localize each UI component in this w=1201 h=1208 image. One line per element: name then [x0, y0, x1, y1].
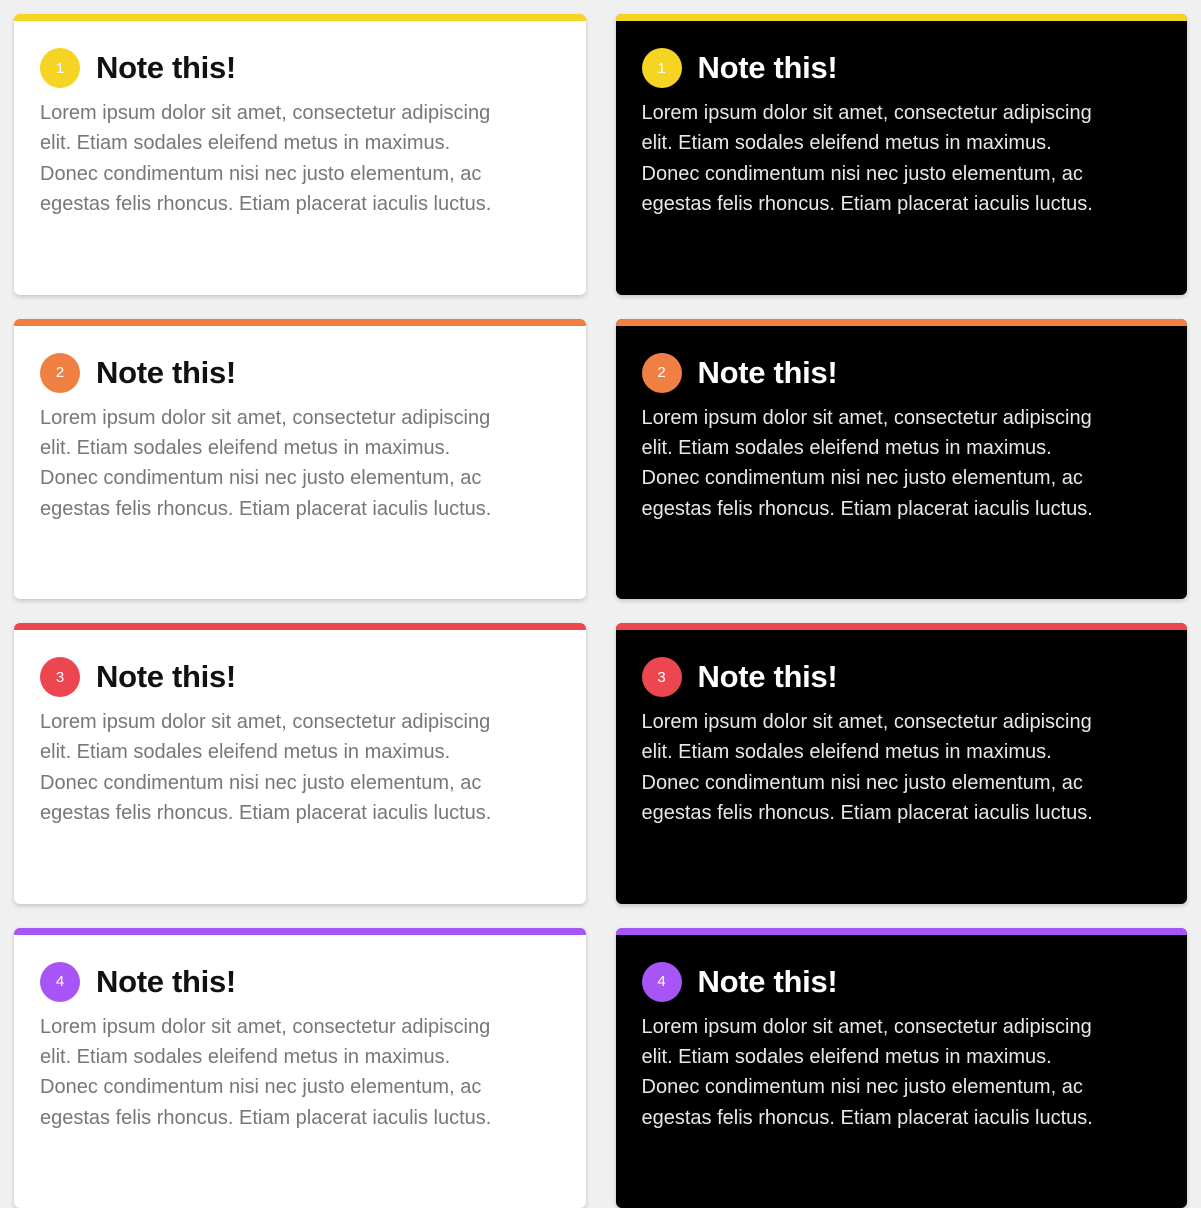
note-body-text: Lorem ipsum dolor sit amet, consectetur adipiscing elit. Etiam sodales eleifend metus in maximus. Donec condimentum nisi nec justo elementum, ac egestas felis rhoncus. Etiam placerat iaculis luctus.	[40, 102, 492, 216]
note-title: Note this!	[697, 354, 838, 390]
note-title: Note this!	[96, 963, 236, 999]
note-header	[40, 353, 560, 393]
note-accent-bar	[616, 14, 1188, 21]
note-card	[14, 14, 586, 295]
note-card	[616, 319, 1188, 600]
note-number-badge: 4	[642, 962, 682, 1002]
note-title: Note this!	[96, 659, 236, 694]
note-number-badge: 1	[40, 48, 80, 88]
note-card	[14, 928, 586, 1208]
note-header	[642, 962, 1162, 1002]
note-accent-bar	[616, 319, 1188, 326]
note-accent-bar	[14, 319, 586, 326]
note-number-badge: 3	[40, 657, 80, 697]
note-card	[616, 14, 1188, 295]
note-title: Note this!	[697, 659, 838, 694]
note-accent-bar	[14, 928, 586, 935]
note-header	[642, 657, 1162, 697]
note-accent-bar	[14, 623, 586, 630]
note-title: Note this!	[96, 50, 236, 85]
note-body-text: Lorem ipsum dolor sit amet, consectetur adipiscing elit. Etiam sodales eleifend metus in maximus. Donec condimentum nisi nec justo elementum, ac egestas felis rhoncus. Etiam placerat iaculis luctus.	[641, 102, 1093, 216]
note-header	[642, 48, 1162, 88]
note-title: Note this!	[697, 963, 838, 999]
note-body-text: Lorem ipsum dolor sit amet, consectetur adipiscing elit. Etiam sodales eleifend metus in maximus. Donec condimentum nisi nec justo elementum, ac egestas felis rhoncus. Etiam placerat iaculis luctus.	[40, 406, 492, 520]
note-accent-bar	[616, 928, 1188, 935]
note-body-text: Lorem ipsum dolor sit amet, consectetur adipiscing elit. Etiam sodales eleifend metus in maximus. Donec condimentum nisi nec justo elementum, ac egestas felis rhoncus. Etiam placerat iaculis luctus.	[40, 711, 492, 825]
note-body-text: Lorem ipsum dolor sit amet, consectetur adipiscing elit. Etiam sodales eleifend metus in maximus. Donec condimentum nisi nec justo elementum, ac egestas felis rhoncus. Etiam placerat iaculis luctus.	[641, 406, 1093, 520]
note-number-badge: 4	[40, 962, 80, 1002]
note-title: Note this!	[96, 354, 236, 390]
note-header	[642, 353, 1162, 393]
note-header	[40, 48, 560, 88]
note-header	[40, 657, 560, 697]
note-header	[40, 962, 560, 1002]
note-body-text: Lorem ipsum dolor sit amet, consectetur adipiscing elit. Etiam sodales eleifend metus in maximus. Donec condimentum nisi nec justo elementum, ac egestas felis rhoncus. Etiam placerat iaculis luctus.	[40, 1015, 492, 1129]
note-accent-bar	[14, 14, 586, 21]
note-card	[14, 623, 586, 904]
note-number-badge: 2	[40, 353, 80, 393]
note-body-text: Lorem ipsum dolor sit amet, consectetur adipiscing elit. Etiam sodales eleifend metus in maximus. Donec condimentum nisi nec justo elementum, ac egestas felis rhoncus. Etiam placerat iaculis luctus.	[641, 1015, 1093, 1129]
note-number-badge: 3	[642, 657, 682, 697]
note-number-badge: 1	[642, 48, 682, 88]
note-number-badge: 2	[642, 353, 682, 393]
note-body-text: Lorem ipsum dolor sit amet, consectetur adipiscing elit. Etiam sodales eleifend metus in maximus. Donec condimentum nisi nec justo elementum, ac egestas felis rhoncus. Etiam placerat iaculis luctus.	[641, 711, 1093, 825]
note-card	[616, 623, 1188, 904]
note-card	[14, 319, 586, 600]
note-accent-bar	[616, 623, 1188, 630]
note-title: Note this!	[697, 50, 838, 85]
note-card	[616, 928, 1188, 1208]
